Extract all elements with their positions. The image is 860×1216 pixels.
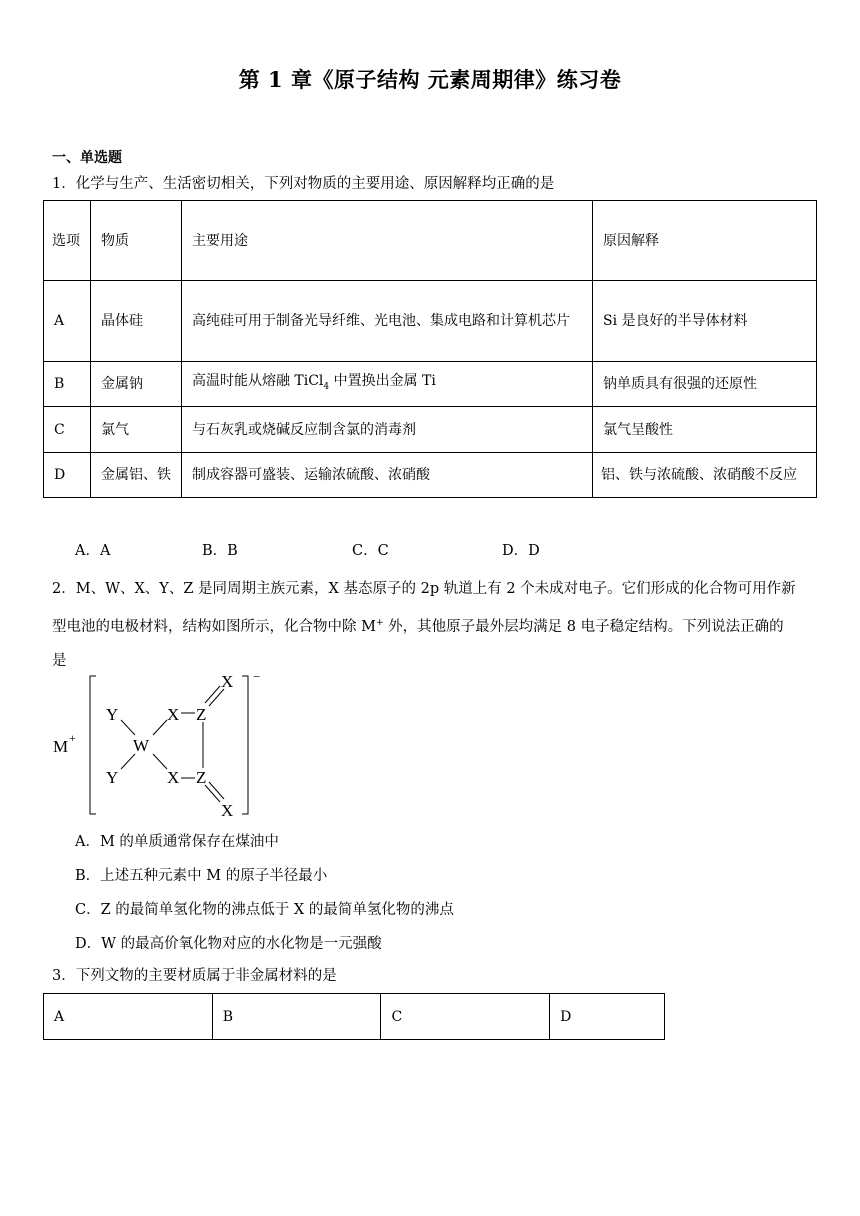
header-option: 选项 <box>44 201 91 281</box>
cell-use-pre: 高温时能从熔融 TiCl <box>191 373 324 390</box>
left-bracket <box>90 676 96 814</box>
option-c[interactable]: C．C <box>352 543 389 559</box>
bond-y-w-bottom <box>121 754 135 769</box>
atom-y-top: Y <box>106 705 119 724</box>
cell-substance: 氯气 <box>90 407 181 453</box>
header-reason: 原因解释 <box>593 201 817 281</box>
table-header-row <box>44 201 817 281</box>
double-bond-bottom-2 <box>209 782 224 799</box>
question-2-stem-line3: 是 <box>52 652 67 669</box>
cell-b[interactable]: B <box>212 994 381 1040</box>
cation-charge: + <box>69 731 76 745</box>
question-1-stem: 1．化学与生产、生活密切相关，下列对物质的主要用途、原因解释均正确的是 <box>52 176 555 192</box>
page-title: 第 1 章《原子结构 元素周期律》练习卷 <box>238 67 622 92</box>
cell-reason: Si 是良好的半导体材料 <box>593 281 817 362</box>
cell-substance: 晶体硅 <box>90 281 181 362</box>
stem-line2-post: 外，其他原子最外层均满足 8 电子稳定结构。下列说法正确的 <box>383 618 784 635</box>
question-2-choice-c[interactable]: C．Z 的最简单氢化物的沸点低于 X 的最简单氢化物的沸点 <box>75 902 454 918</box>
atom-y-bottom: Y <box>106 768 119 787</box>
table-row <box>44 407 817 453</box>
double-bond-top-2 <box>209 689 224 706</box>
cell-use: 高纯硅可用于制备光导纤维、光电池、集成电路和计算机芯片 <box>181 281 592 362</box>
question-2-choice-a[interactable]: A．M 的单质通常保存在煤油中 <box>75 834 279 850</box>
table-row <box>44 362 817 407</box>
option-b[interactable]: B．B <box>202 543 238 559</box>
cell-use <box>181 362 592 407</box>
stem-line2-pre: 型电池的电极材料，结构如图所示，化合物中除 M <box>52 618 376 635</box>
bond-w-x-bottom <box>153 754 167 769</box>
cell-use: 与石灰乳或烧碱反应制含氯的消毒剂 <box>181 407 592 453</box>
cell-a[interactable]: A <box>44 994 213 1040</box>
cell-use: 制成容器可盛装、运输浓硫酸、浓硝酸 <box>181 453 592 498</box>
cell-d[interactable]: D <box>550 994 665 1040</box>
structure-diagram <box>50 668 280 820</box>
cell-reason: 钠单质具有很强的还原性 <box>593 362 817 407</box>
cell-c[interactable]: C <box>381 994 550 1040</box>
double-bond-bottom-1 <box>205 785 220 802</box>
section-heading: 一、单选题 <box>52 150 122 166</box>
bond-w-x-top <box>153 720 167 735</box>
header-substance: 物质 <box>90 201 181 281</box>
atom-cation: M <box>53 737 69 756</box>
question-2-choice-d[interactable]: D．W 的最高价氧化物对应的水化物是一元强酸 <box>75 936 382 952</box>
cell-use-sub: 4 <box>323 381 330 392</box>
atom-x-top-outer: X <box>221 672 234 691</box>
cell-option: C <box>44 407 91 453</box>
right-bracket <box>242 676 248 814</box>
question-3-stem: 3．下列文物的主要材质属于非金属材料的是 <box>52 968 337 984</box>
cell-use-post: 中置换出金属 Ti <box>329 373 436 390</box>
cell-option: B <box>44 362 91 407</box>
atom-w: W <box>133 736 150 755</box>
cell-substance: 金属钠 <box>90 362 181 407</box>
question-2-stem-line2 <box>52 606 812 644</box>
table-row <box>44 994 665 1040</box>
bond-y-w-top <box>121 720 135 735</box>
question-1-table <box>43 200 817 498</box>
question-3-table <box>43 993 665 1040</box>
atom-z-bottom: Z <box>196 768 207 787</box>
question-2-choice-b[interactable]: B．上述五种元素中 M 的原子半径最小 <box>75 868 328 884</box>
question-2-stem-line1: 2．M、W、X、Y、Z 是同周期主族元素，X 基态原子的 2p 轨道上有 2 个未成对电子。它们形成的化合物可用作新 <box>52 581 796 597</box>
cell-substance: 金属铝、铁 <box>90 453 181 498</box>
table-row <box>44 453 817 498</box>
double-bond-top-1 <box>205 686 220 703</box>
atom-x-bottom-outer: X <box>221 801 234 820</box>
cell-reason: 铝、铁与浓硫酸、浓硝酸不反应 <box>593 453 817 498</box>
option-d[interactable]: D．D <box>502 543 540 559</box>
option-a[interactable]: A．A <box>75 543 111 559</box>
anion-charge: − <box>253 669 261 684</box>
atom-x-bottom: X <box>167 768 180 787</box>
question-2-stem <box>52 572 812 678</box>
table-row <box>44 281 817 362</box>
cell-option: D <box>44 453 91 498</box>
cell-reason: 氯气呈酸性 <box>593 407 817 453</box>
atom-x-top: X <box>167 705 180 724</box>
header-use: 主要用途 <box>181 201 592 281</box>
stem-line2-sup: + <box>375 618 384 628</box>
cell-option: A <box>44 281 91 362</box>
atom-z-top: Z <box>196 705 207 724</box>
